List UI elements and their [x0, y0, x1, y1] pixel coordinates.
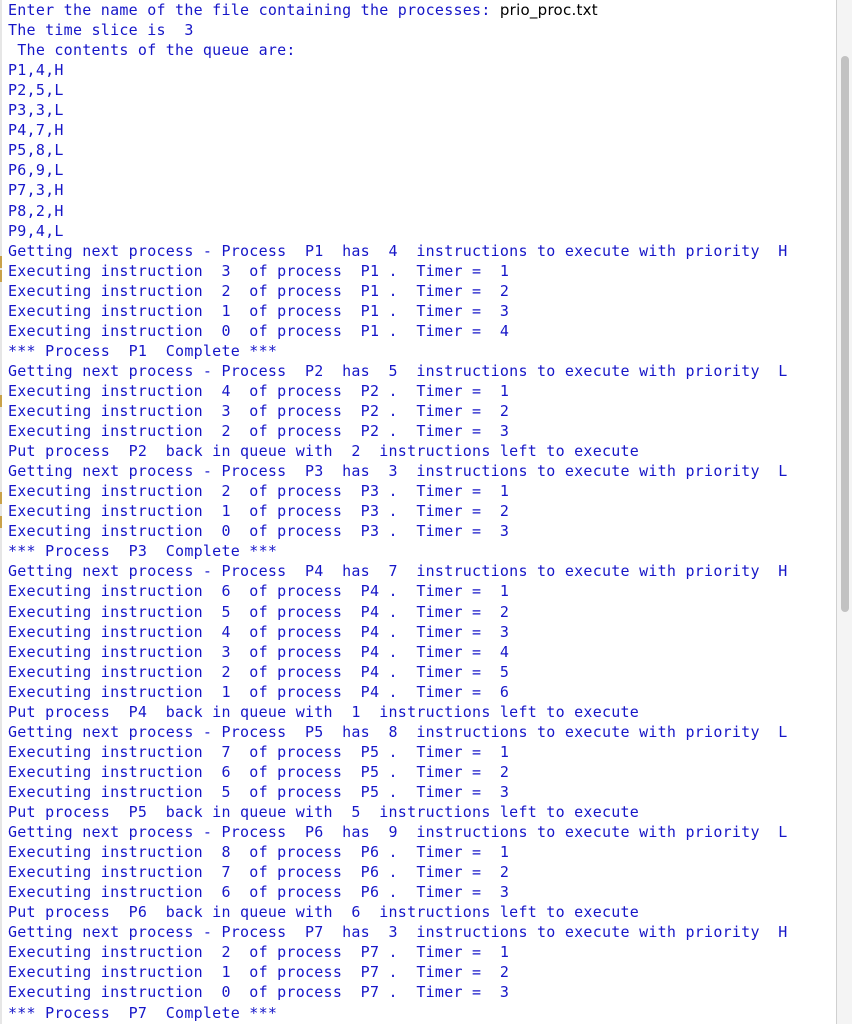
user-input-filename: prio_proc.txt [499, 1, 598, 19]
output-line: Executing instruction 6 of process P6 . Timer = 3 [8, 883, 510, 901]
output-line: Executing instruction 0 of process P3 . Timer = 3 [8, 522, 510, 540]
output-line: P5,8,L [8, 141, 64, 159]
output-line: Executing instruction 5 of process P5 . Timer = 3 [8, 783, 510, 801]
output-line: Executing instruction 5 of process P4 . Timer = 2 [8, 603, 510, 621]
output-line: Put process P5 back in queue with 5 instructions left to execute [8, 803, 640, 821]
gutter-marker [0, 516, 2, 528]
output-line: Executing instruction 4 of process P4 . Timer = 3 [8, 623, 510, 641]
output-line: Getting next process - Process P2 has 5 instructions to execute with priority L [8, 362, 788, 380]
output-line: Executing instruction 7 of process P5 . Timer = 1 [8, 743, 510, 761]
output-line: P7,3,H [8, 181, 64, 199]
output-line: *** Process P1 Complete *** [8, 342, 278, 360]
output-line: Executing instruction 2 of process P1 . Timer = 2 [8, 282, 510, 300]
prompt-line [8, 0, 598, 20]
output-line: Getting next process - Process P1 has 4 instructions to execute with priority H [8, 242, 788, 260]
output-line: Executing instruction 0 of process P1 . Timer = 4 [8, 322, 510, 340]
output-line: Getting next process - Process P7 has 3 instructions to execute with priority H [8, 923, 788, 941]
output-line: Executing instruction 6 of process P4 . Timer = 1 [8, 582, 510, 600]
output-line: Executing instruction 6 of process P5 . Timer = 2 [8, 763, 510, 781]
output-line: Executing instruction 3 of process P2 . Timer = 2 [8, 402, 510, 420]
output-line: Getting next process - Process P3 has 3 instructions to execute with priority L [8, 462, 788, 480]
output-line: Executing instruction 8 of process P6 . Timer = 1 [8, 843, 510, 861]
output-line: Executing instruction 2 of process P4 . Timer = 5 [8, 663, 510, 681]
scrollbar-thumb[interactable] [841, 56, 849, 612]
output-line: Put process P4 back in queue with 1 instructions left to execute [8, 703, 640, 721]
output-line: P9,4,L [8, 222, 64, 240]
output-line: P1,4,H [8, 61, 64, 79]
gutter-marker [0, 492, 2, 504]
output-line: P8,2,H [8, 202, 64, 220]
output-line: P6,9,L [8, 161, 64, 179]
gutter-marker [0, 395, 2, 407]
output-line: Put process P2 back in queue with 2 instructions left to execute [8, 442, 640, 460]
output-line: *** Process P3 Complete *** [8, 542, 278, 560]
output-line: *** Process P7 Complete *** [8, 1004, 278, 1022]
output-line: Executing instruction 3 of process P4 . Timer = 4 [8, 643, 510, 661]
output-line: P3,3,L [8, 101, 64, 119]
output-line: Put process P6 back in queue with 6 instructions left to execute [8, 903, 640, 921]
gutter-marker [0, 256, 2, 268]
vertical-scrollbar[interactable] [836, 0, 852, 1024]
prompt-text: Enter the name of the file containing the processes: [8, 1, 500, 19]
output-line: Executing instruction 4 of process P2 . Timer = 1 [8, 382, 510, 400]
output-line: P4,7,H [8, 121, 64, 139]
output-line: Executing instruction 1 of process P1 . Timer = 3 [8, 302, 510, 320]
output-line: Executing instruction 7 of process P6 . Timer = 2 [8, 863, 510, 881]
output-line: The time slice is 3 [8, 21, 194, 39]
output-line: The contents of the queue are: [8, 41, 296, 59]
output-line: Executing instruction 0 of process P7 . Timer = 3 [8, 983, 510, 1001]
output-line: Executing instruction 2 of process P7 . Timer = 1 [8, 943, 510, 961]
output-line: Executing instruction 1 of process P3 . Timer = 2 [8, 502, 510, 520]
output-line: Getting next process - Process P6 has 9 instructions to execute with priority L [8, 823, 788, 841]
output-line: Getting next process - Process P5 has 8 instructions to execute with priority L [8, 723, 788, 741]
output-line: Getting next process - Process P4 has 7 instructions to execute with priority H [8, 562, 788, 580]
output-line: Executing instruction 1 of process P4 . Timer = 6 [8, 683, 510, 701]
gutter-marker [0, 270, 2, 282]
output-line: Executing instruction 1 of process P7 . Timer = 2 [8, 963, 510, 981]
output-line: Executing instruction 2 of process P3 . Timer = 1 [8, 482, 510, 500]
output-line: Executing instruction 2 of process P2 . Timer = 3 [8, 422, 510, 440]
output-line: Executing instruction 3 of process P1 . Timer = 1 [8, 262, 510, 280]
console-gutter [0, 0, 2, 1024]
output-line: P2,5,L [8, 81, 64, 99]
